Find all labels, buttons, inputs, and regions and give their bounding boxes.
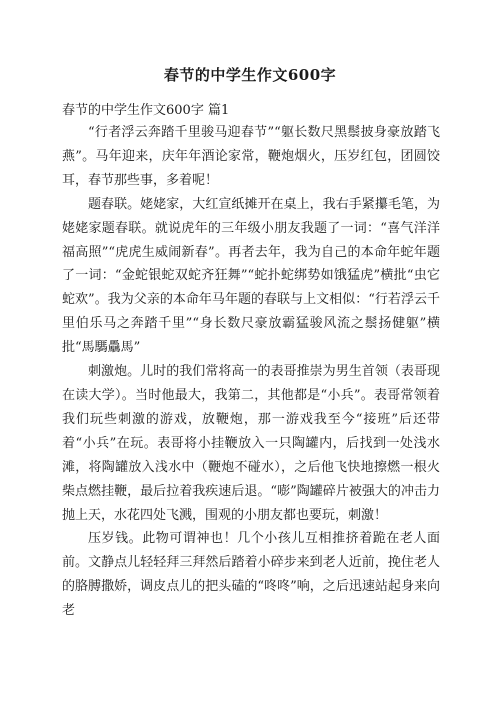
paragraph-firecrackers: 刺激炮。儿时的我们常将高一的表哥推崇为男生首领（表哥现在读大学）。当时他最大，我第二，其他都是“小兵”。表哥常领着我们玩些刺激的游戏，放鞭炮，那一游戏我至今“接班”后还带着“小兵”在玩。表哥将小挂鞭放入一只陶罐内，后找到一处浅水滩，将陶罐放入浅水中（鞭炮不碰水），之后他飞快地擦燃一根火柴点燃挂鞭，最后拉着我疾速后退。“嘭”陶罐碎片被强大的冲击力抛上天，水花四处飞溅，围观的小朋友都也要玩，刺激！	[62, 364, 440, 523]
document-title: 春节的中学生作文600字	[163, 66, 337, 84]
paragraph-couplets: 题春联。姥姥家，大红宣纸摊开在桌上，我右手紧攥毛笔，为姥姥家题春联。就说虎年的三年级小朋友我题了一词：“喜气洋洋福高照”“虎虎生威闹新春”。再者去年，我为自己的本命年蛇年题了一词：“金蛇银蛇双蛇齐狂舞”“蛇扑蛇绑势如饿猛虎”横批“虫它蛇欢”。我为父亲的本命年马年题的春联与上文相似：“行若浮云千里伯乐马之奔踏千里”“身长数尺豪放霸猛骏风流之鬃扬健躯”横批“馬騳驫馬”	[62, 196, 440, 356]
section-heading: 春节的中学生作文600字 篇1	[62, 103, 230, 118]
paragraph-red-envelope: 压岁钱。此物可谓神也！几个小孩儿互相推挤着跪在老人面前。文静点儿轻轻拜三拜然后踏着小碎步来到老人近前，挽住老人的胳膊撒娇，调皮点儿的把头磕的“咚咚”响，之后迅速站起身来向老	[62, 531, 440, 619]
paragraph-intro: “行者浮云奔踏千里骏马迎春节”“躯长数尺黑鬃披身豪放踏飞燕”。马年迎来，庆年年酒论家常，鞭炮烟火，压岁红包，团圆饺耳，春节那些事，多着呢！	[62, 125, 440, 188]
article-body	[62, 121, 440, 623]
